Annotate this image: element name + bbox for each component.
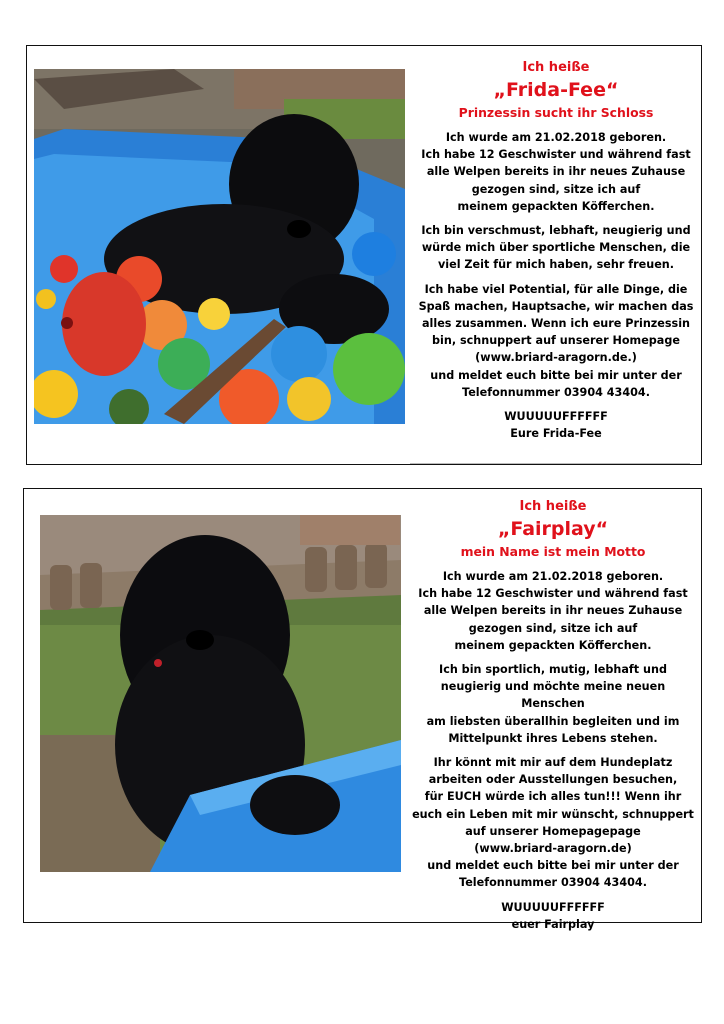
puppy-photo-fairplay [40, 515, 401, 872]
paragraph-birth: Ich wurde am 21.02.2018 geboren. Ich habe 12 Geschwister und während fast alle Welpen bereits in ihr neues Zuhause gezogen sind, sitze ich auf meinem gepackten Köfferchen. [418, 570, 688, 652]
heading-intro: Ich heiße [519, 499, 587, 514]
puppy-name: „Fairplay“ [497, 518, 609, 540]
puppy-photo-frida-fee [34, 69, 405, 424]
puppy-subtitle: Prinzessin sucht ihr Schloss [458, 105, 654, 120]
signoff: WUUUUUFFFFFF euer Fairplay [501, 900, 605, 931]
black-briard-puppy-in-ball-pit-photo [34, 69, 405, 424]
puppy-subtitle: mein Name ist mein Motto [460, 544, 646, 559]
paragraph-character: Ich bin sportlich, mutig, lebhaft und neugierig und möchte meine neuen Menschen am liebsten überallhin begleiten und im Mittelpunkt ihres Lebens stehen. [426, 663, 680, 745]
divider-line [410, 463, 690, 464]
puppy-card-fairplay [23, 488, 702, 931]
signoff: WUUUUUFFFFFF Eure Frida-Fee [504, 410, 608, 441]
text-column-frida-fee [413, 58, 699, 442]
paragraph-character: Ich bin verschmust, lebhaft, neugierig und würde mich über sportliche Menschen, die viel Zeit für mich haben, sehr freuen. [421, 224, 691, 272]
text-column-fairplay [408, 497, 698, 933]
black-briard-puppy-on-blue-pool-photo [40, 515, 401, 872]
puppy-card-frida-fee [26, 45, 702, 465]
paragraph-contact: Ihr könnt mit mir auf dem Hundeplatz arbeiten oder Ausstellungen besuchen, für EUCH würde ich alles tun!!! Wenn ihr euch ein Leben mit mir wünscht, schnuppert auf unserer Homepagepage (www.briard-aragorn.de) und meldet euch bitte bei mir unter der Telefonnummer 03904 43404. [412, 756, 694, 890]
paragraph-birth: Ich wurde am 21.02.2018 geboren. Ich habe 12 Geschwister und während fast alle Welpen bereits in ihr neues Zuhause gezogen sind, sitze ich auf meinem gepackten Köfferchen. [421, 131, 691, 213]
heading-intro: Ich heiße [522, 60, 590, 75]
puppy-name: „Frida-Fee“ [493, 79, 619, 101]
paragraph-contact: Ich habe viel Potential, für alle Dinge, die Spaß machen, Hauptsache, wir machen das alles zusammen. Wenn ich eure Prinzessin bin, schnuppert auf unserer Homepage (www.briard-aragorn.de.) und meldet euch bitte bei mir unter der Telefonnummer 03904 43404. [418, 282, 694, 399]
